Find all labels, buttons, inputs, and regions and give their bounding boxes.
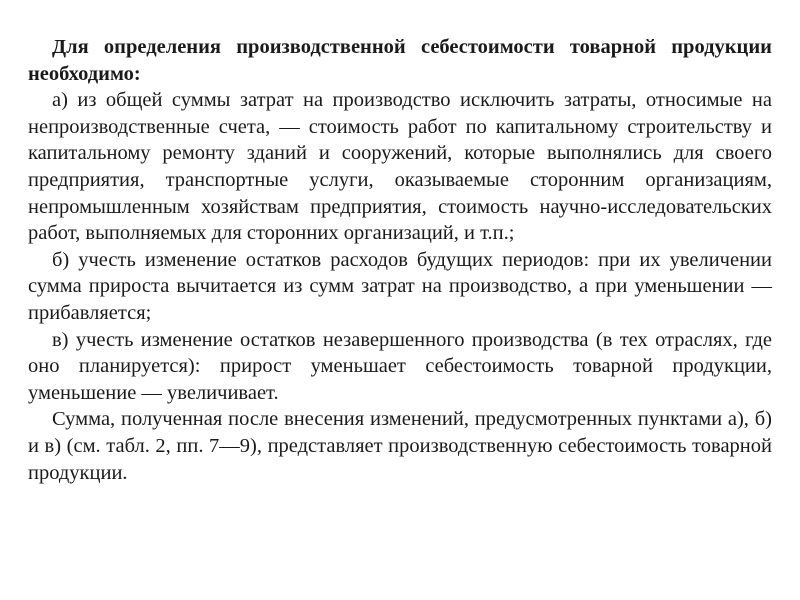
document-body <box>28 34 772 486</box>
paragraph-item-a: а) из общей суммы затрат на производство исключить затраты, относимые на непроизводственные счета, — стоимость работ по капитальному строительству и капитальному ремонту зданий и сооружений, которые выполнялись для своего предприятия, транспортные услуги, оказываемые сторонним организациям, непромышленным хозяйствам предприятия, стоимость научно-исследовательских работ, выполняемых для сторонних организаций, и т.п.; <box>28 89 772 245</box>
paragraph-item-v: в) учесть изменение остатков незавершенного производства (в тех отраслях, где оно планируется): прирост уменьшает себестоимость товарной продукции, уменьшение — увеличивает. <box>28 328 772 404</box>
paragraph-summary: Сумма, полученная после внесения изменений, предусмотренных пунктами а), б) и в) (см. табл. 2, пп. 7—9), представляет производственную себестоимость товарной продукции. <box>28 408 772 484</box>
document-heading: Для определения производственной себестоимости товарной продукции необходимо: <box>28 36 772 85</box>
paragraph-item-b: б) учесть изменение остатков расходов будущих периодов: при их увеличении сумма прироста вычитается из сумм затрат на производство, а при уменьшении — прибавляется; <box>28 248 772 324</box>
